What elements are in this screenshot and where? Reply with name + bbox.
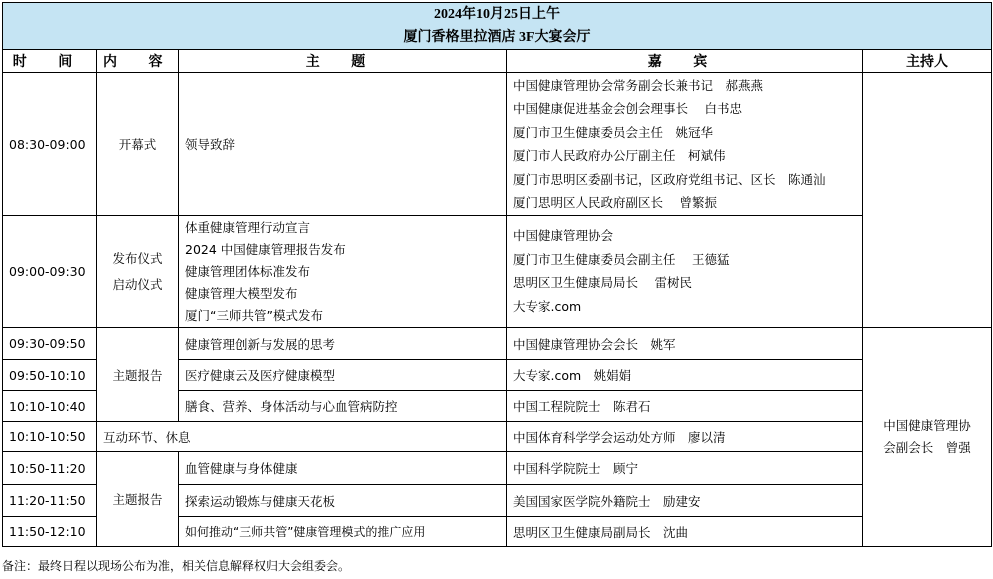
topic-line: 健康管理团体标准发布 [185, 263, 311, 279]
guest-cell: 中国工程院院士 陈君石 [507, 391, 863, 422]
host-cell [863, 328, 992, 547]
content-cell: 互动环节、休息 [97, 422, 507, 452]
table-row [3, 452, 992, 485]
col-header-content: 内 容 [97, 50, 179, 73]
venue-line: 厦门香格里拉酒店 3F大宴会厅 [403, 30, 591, 45]
content-cell: 主题报告 [97, 328, 179, 422]
time-cell: 10:10-10:50 [3, 422, 97, 452]
table-row [3, 73, 992, 216]
guest-line: 厦门思明区人民政府副区长 曾繁振 [513, 195, 717, 210]
topic-line: 厦门“三师共管”模式发布 [185, 307, 323, 323]
content-cell [97, 216, 179, 328]
guest-cell [507, 73, 863, 216]
schedule-title [3, 3, 992, 50]
content-line: 启动仪式 [112, 276, 163, 292]
guest-cell [507, 216, 863, 328]
topic-line: 2024 中国健康管理报告发布 [185, 241, 346, 257]
column-header-row [3, 50, 992, 73]
topic-cell: 如何推动“三师共管”健康管理模式的推广应用 [179, 517, 507, 547]
time-cell: 09:30-09:50 [3, 328, 97, 360]
guest-cell: 中国健康管理协会会长 姚军 [507, 328, 863, 360]
guest-line: 厦门市人民政府办公厅副主任 柯斌伟 [513, 148, 726, 163]
table-row [3, 216, 992, 328]
host-cell-empty [863, 73, 992, 328]
guest-cell: 中国体育科学学会运动处方师 廖以清 [507, 422, 863, 452]
col-header-host: 主持人 [863, 50, 992, 73]
time-cell: 08:30-09:00 [3, 73, 97, 216]
topic-line: 体重健康管理行动宣言 [185, 219, 311, 235]
topic-cell: 领导致辞 [179, 73, 507, 216]
topic-cell: 血管健康与身体健康 [179, 452, 507, 485]
guest-line: 中国健康管理协会常务副会长兼书记 郝燕燕 [513, 77, 764, 93]
time-cell: 10:50-11:20 [3, 452, 97, 485]
guest-cell: 思明区卫生健康局副局长 沈曲 [507, 517, 863, 547]
col-header-time: 时 间 [3, 50, 97, 73]
guest-line: 大专家.com [513, 298, 582, 314]
guest-line: 中国健康管理协会 [513, 228, 614, 243]
table-row [3, 422, 992, 452]
content-line: 发布仪式 [112, 250, 163, 266]
col-header-topic: 主 题 [179, 50, 507, 73]
schedule-table [2, 2, 992, 547]
guest-line: 思明区卫生健康局局长 雷树民 [513, 275, 692, 290]
content-cell: 开幕式 [97, 73, 179, 216]
col-header-guests: 嘉 宾 [507, 50, 863, 73]
host-line: 中国健康管理协 [883, 418, 971, 433]
time-cell: 11:50-12:10 [3, 517, 97, 547]
guest-cell: 美国国家医学院外籍院士 励建安 [507, 485, 863, 517]
date-line: 2024年10月25日上午 [434, 7, 561, 22]
content-cell: 主题报告 [97, 452, 179, 547]
table-row [3, 328, 992, 360]
guest-cell: 大专家.com 姚娟娟 [507, 360, 863, 391]
topic-cell: 健康管理创新与发展的思考 [179, 328, 507, 360]
time-cell: 10:10-10:40 [3, 391, 97, 422]
time-cell: 11:20-11:50 [3, 485, 97, 517]
guest-line: 厦门市卫生健康委员会主任 姚冠华 [513, 124, 714, 140]
topic-cell: 探索运动锻炼与健康天花板 [179, 485, 507, 517]
topic-cell [179, 216, 507, 328]
time-cell: 09:00-09:30 [3, 216, 97, 328]
guest-cell: 中国科学院院士 顾宁 [507, 452, 863, 485]
guest-line: 厦门市卫生健康委员会副主任 王德猛 [513, 251, 730, 267]
topic-cell: 医疗健康云及医疗健康模型 [179, 360, 507, 391]
topic-cell: 膳食、营养、身体活动与心血管病防控 [179, 391, 507, 422]
host-line: 会副会长 曾强 [883, 440, 971, 455]
time-cell: 09:50-10:10 [3, 360, 97, 391]
guest-line: 厦门市思明区委副书记，区政府党组书记、区长 陈通汕 [513, 171, 826, 187]
topic-line: 健康管理大模型发布 [185, 285, 298, 301]
guest-line: 中国健康促进基金会创会理事长 白书忠 [513, 101, 742, 116]
footer-note: 备注：最终日程以现场公布为准，相关信息解释权归大会组委会。 [2, 559, 351, 573]
